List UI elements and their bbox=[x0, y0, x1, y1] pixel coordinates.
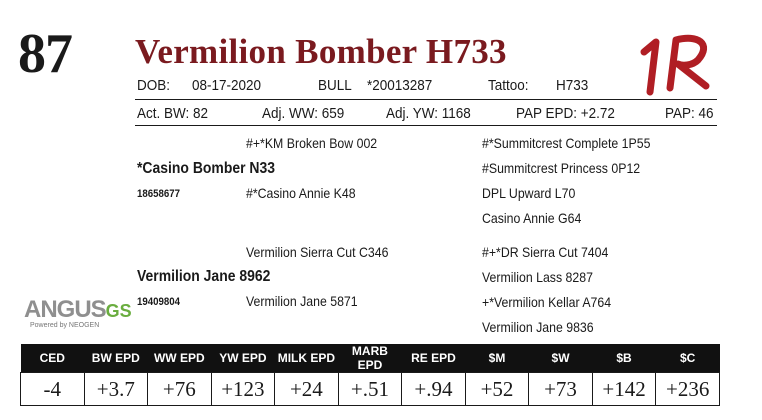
epd-value-dollar-b: +142 bbox=[592, 373, 656, 406]
epd-header-dollar-c: $C bbox=[656, 344, 720, 373]
dam-dam-dam: Vermilion Jane 9836 bbox=[482, 319, 594, 335]
sire-dam-dam: Casino Annie G64 bbox=[482, 210, 582, 226]
dam-registration: 19409804 bbox=[137, 296, 181, 308]
epd-header-dollar-m: $M bbox=[465, 344, 529, 373]
epd-header-marb: MARB EPD bbox=[338, 344, 402, 373]
dam-sire-dam: Vermilion Lass 8287 bbox=[482, 269, 593, 285]
sire-sire-dam: #Summitcrest Princess 0P12 bbox=[482, 160, 641, 176]
dam-sire: Vermilion Sierra Cut C346 bbox=[246, 244, 389, 260]
tattoo-value: H733 bbox=[556, 77, 589, 94]
epd-value-bw: +3.7 bbox=[84, 373, 148, 406]
actual-birth-weight: Act. BW: 82 bbox=[137, 105, 209, 122]
epd-value-milk: +24 bbox=[275, 373, 339, 406]
epd-header-yw: YW EPD bbox=[211, 344, 275, 373]
lot-number: 87 bbox=[18, 23, 72, 85]
epd-value-re: +.94 bbox=[402, 373, 466, 406]
epd-header-ww: WW EPD bbox=[148, 344, 212, 373]
dam-dam-sire: +*Vermilion Kellar A764 bbox=[482, 294, 612, 310]
dob-label: DOB: bbox=[137, 77, 171, 94]
epd-value-marb: +.51 bbox=[338, 373, 402, 406]
pap-value: PAP: 46 bbox=[665, 105, 714, 122]
tattoo-label: Tattoo: bbox=[488, 77, 529, 94]
logo-tagline: Powered by NEOGEN bbox=[30, 322, 100, 329]
animal-name: Vermilion Bomber H733 bbox=[135, 32, 507, 71]
epd-header-re: RE EPD bbox=[402, 344, 466, 373]
angus-gs-logo: ANGUSGS bbox=[24, 296, 132, 323]
dam-dam: Vermilion Jane 5871 bbox=[246, 293, 358, 309]
adjusted-weaning-weight: Adj. WW: 659 bbox=[262, 105, 345, 122]
sire-dam: #*Casino Annie K48 bbox=[246, 185, 356, 201]
sire-sire-sire: #*Summitcrest Complete 1P55 bbox=[482, 135, 651, 151]
epd-value-row bbox=[21, 373, 720, 406]
epd-header-bw: BW EPD bbox=[84, 344, 148, 373]
sire-name: *Casino Bomber N33 bbox=[137, 160, 275, 177]
epd-value-dollar-w: +73 bbox=[529, 373, 593, 406]
epd-value-dollar-m: +52 bbox=[465, 373, 529, 406]
sire-sire: #+*KM Broken Bow 002 bbox=[246, 135, 378, 151]
sire-dam-sire: DPL Upward L70 bbox=[482, 185, 576, 201]
epd-value-ww: +76 bbox=[148, 373, 212, 406]
registration-number: *20013287 bbox=[367, 77, 433, 94]
adjusted-yearling-weight: Adj. YW: 1168 bbox=[386, 105, 471, 122]
dam-name: Vermilion Jane 8962 bbox=[137, 268, 271, 285]
dob-value: 08-17-2020 bbox=[192, 77, 262, 94]
divider-bottom bbox=[135, 125, 717, 126]
divider-top bbox=[135, 99, 717, 100]
epd-value-ced: -4 bbox=[21, 373, 85, 406]
epd-header-milk: MILK EPD bbox=[275, 344, 339, 373]
brand-mark bbox=[636, 30, 716, 102]
epd-table bbox=[20, 344, 720, 406]
epd-header-dollar-b: $B bbox=[592, 344, 656, 373]
epd-header-row bbox=[21, 344, 720, 373]
epd-value-yw: +123 bbox=[211, 373, 275, 406]
epd-header-ced: CED bbox=[21, 344, 85, 373]
sex-label: BULL bbox=[318, 77, 352, 94]
epd-value-dollar-c: +236 bbox=[656, 373, 720, 406]
sire-registration: 18658677 bbox=[137, 188, 181, 200]
pap-epd: PAP EPD: +2.72 bbox=[516, 105, 615, 122]
epd-header-dollar-w: $W bbox=[529, 344, 593, 373]
dam-sire-sire: #+*DR Sierra Cut 7404 bbox=[482, 244, 609, 260]
